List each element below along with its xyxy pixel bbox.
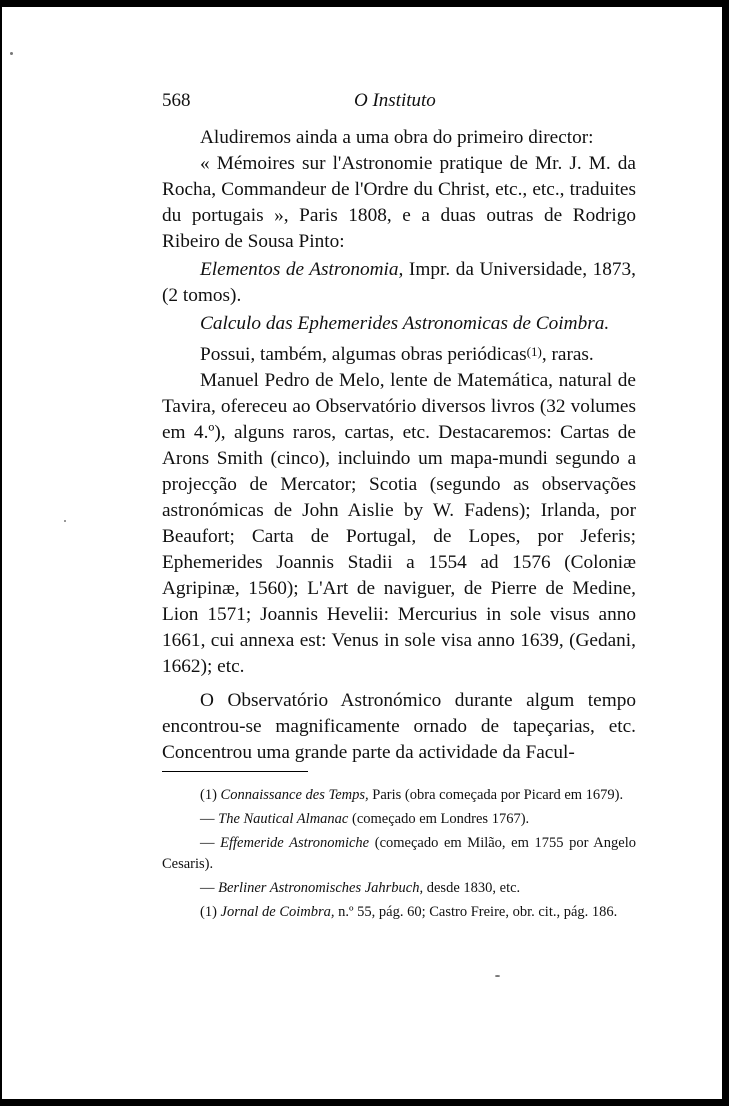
book-title: Elementos de Astronomia, [200,259,404,280]
footnote-text: n.º 55, pág. 60; Castro Freire, obr. cit., pág. 186. [334,904,618,920]
paragraph: O Observatório Astronómico durante algum tempo encontrou-se magnificamente ornado de tapeçarias, etc. Concentrou uma grande parte da actividade da Facul- [162,690,636,763]
paragraph [162,339,636,368]
paragraph: Manuel Pedro de Melo, lente de Matemática, natural de Tavira, ofereceu ao Observatório diversos livros (32 volumes em 4.º), alguns raros, cartas, etc. Destacaremos: Cartas de Arons Smith (cinco), incluindo um mapa-mundi segundo a projecção de Mercator; Scotia (segundo as observações astronómicas de John Aislie by W. Fadens); Irlanda, por Beaufort; Carta de Portugal, de Lopes, por Jeferis; Ephemerides Joannis Stadii a 1554 ad 1576 (Coloniæ Agripinæ, 1560); L'Art de naviguer, de Pierre de Medine, Lion 1571; Joannis Hevelii: Mercurius in sole visus anno 1661, cui annexa est: Venus in sole visa anno 1639, (Gedani, 1662); etc. [162,370,636,677]
footnote-dash: — [200,835,221,851]
paragraph: Aludiremos ainda a uma obra do primeiro director: [200,127,594,148]
footnote-title: The Nautical Almanac [218,811,349,827]
footnote-title: Berliner Astronomisches Jahrbuch, [218,880,424,896]
footnote [162,833,636,875]
footnote-mark: (1) [200,904,217,920]
footnote-divider [162,771,308,772]
footnote-text: (começado em Londres 1767). [348,811,530,827]
footnote [162,902,636,923]
footnote-title: Jornal de Coimbra, [220,904,335,920]
footnote-text: Paris (obra começada por Picard em 1679). [368,787,624,803]
body-text [162,125,636,766]
paragraph-text: Impr. da Universidade, 1873, (2 tomos). [162,259,636,306]
footnotes [162,785,636,926]
footnote-text: desde 1830, etc. [423,880,521,896]
scan-speck [10,52,13,55]
paragraph [162,257,636,309]
paragraph [162,311,636,337]
book-title: Calculo das Ephemerides Astronomicas de Coimbra. [200,313,610,334]
footnote-mark: (1) [200,787,217,803]
footnote-dash: — [200,880,219,896]
footnote-title: Connaissance des Temps, [220,787,369,803]
footnote-dash: — [200,811,219,827]
running-title: O Instituto [354,90,436,111]
footnote-reference: (1) [526,344,542,359]
paragraph-text: , raras. [541,344,594,365]
paragraph-text: Possui, também, algumas obras periódicas [200,344,527,365]
footnote [162,878,636,899]
paragraph: « Mémoires sur l'Astronomie pratique de Mr. J. M. da Rocha, Commandeur de l'Ordre du Christ, etc., etc., traduites du portugais », Paris 1808, e a duas outras de Rodrigo Ribeiro de Sousa Pinto: [162,153,636,252]
scan-speck [495,975,500,977]
footnote-text: (começado em Milão, em 1755 por Angelo Cesaris). [162,835,636,872]
footnote [162,809,636,830]
footnote [162,785,636,806]
scan-speck [64,520,66,522]
page-number: 568 [162,90,191,111]
page-header [162,90,636,118]
footnote-title: Effemeride Astronomiche [220,835,370,851]
